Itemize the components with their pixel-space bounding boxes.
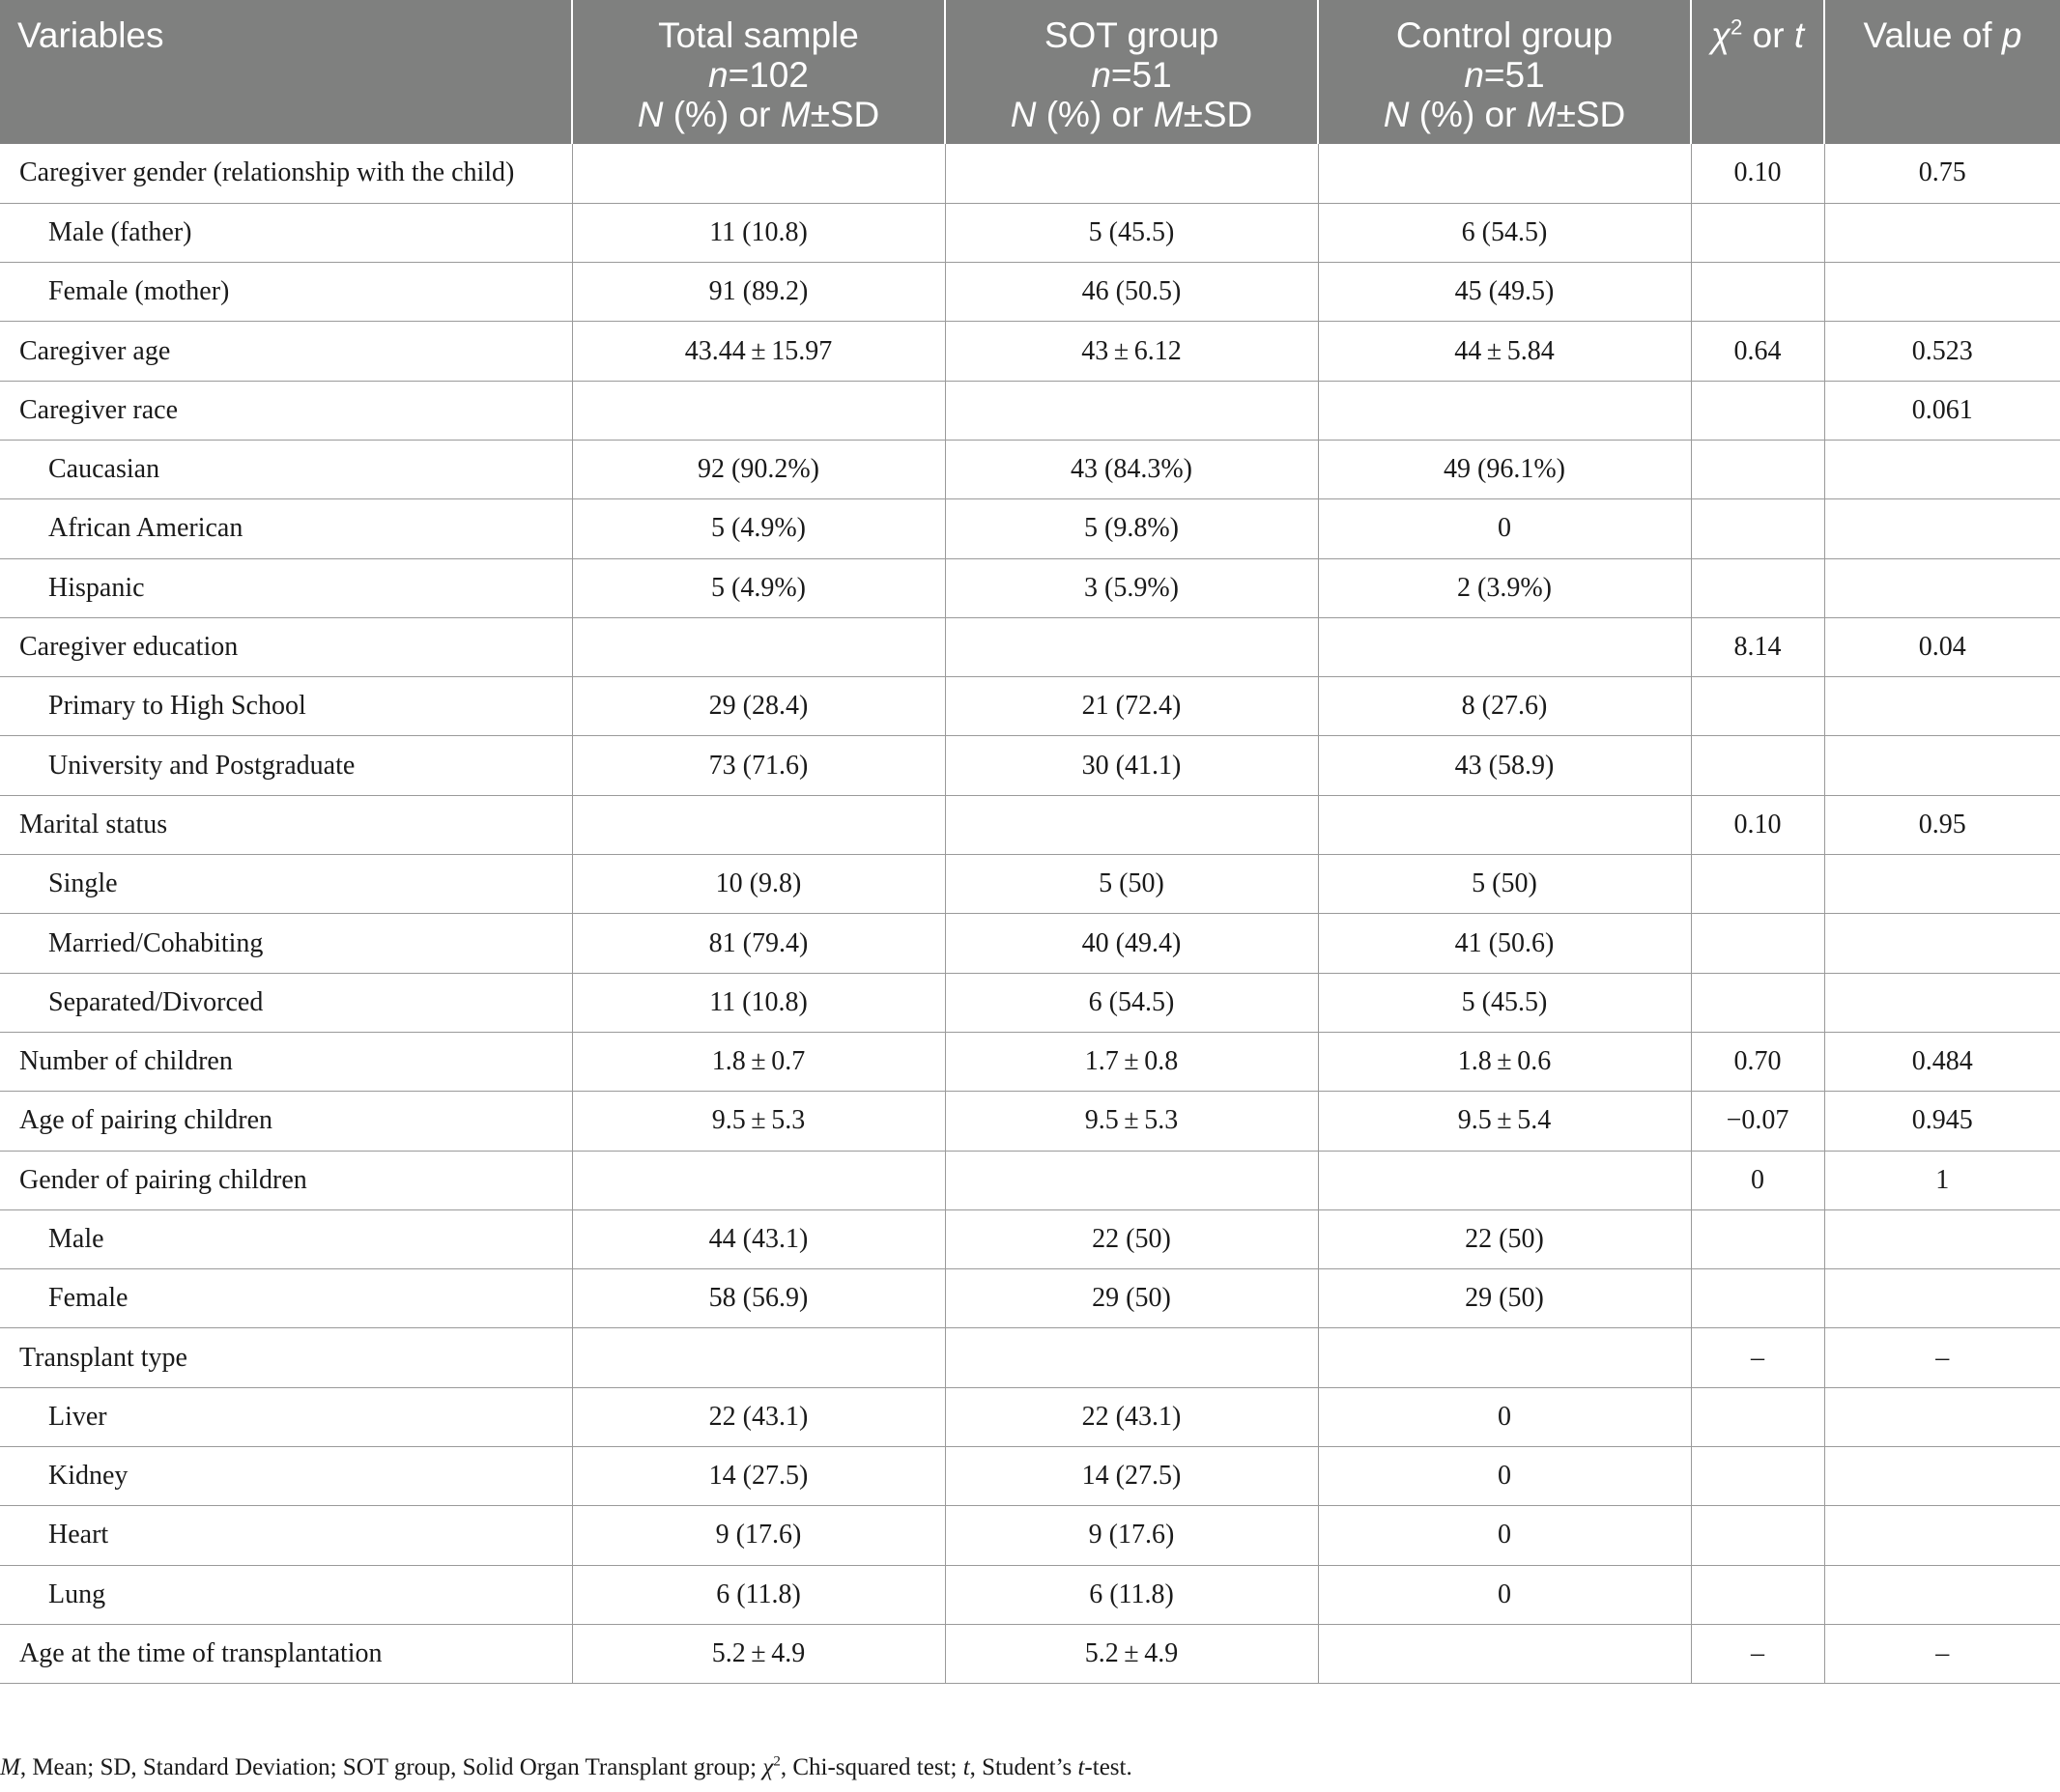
cell-chi-or-t xyxy=(1691,1387,1824,1446)
cell-control-group xyxy=(1318,381,1691,440)
cell-sot-group: 22 (43.1) xyxy=(945,1387,1318,1446)
cell-chi-or-t xyxy=(1691,381,1824,440)
cell-control-group xyxy=(1318,617,1691,676)
header-row xyxy=(0,0,2060,144)
cell-chi-or-t xyxy=(1691,736,1824,795)
cell-sot-group: 21 (72.4) xyxy=(945,677,1318,736)
cell-total-sample: 58 (56.9) xyxy=(572,1269,945,1328)
header-chi-or-t: $\chi^2$ or t xyxy=(1691,0,1824,144)
table-row xyxy=(0,322,2060,381)
table-row xyxy=(0,381,2060,440)
cell-chi-or-t xyxy=(1691,914,1824,973)
cell-chi-or-t xyxy=(1691,499,1824,558)
cell-total-sample xyxy=(572,381,945,440)
cell-chi-or-t xyxy=(1691,440,1824,498)
cell-control-group: 5 (45.5) xyxy=(1318,973,1691,1032)
table-row xyxy=(0,263,2060,322)
cell-sot-group xyxy=(945,617,1318,676)
table-row xyxy=(0,440,2060,498)
table-row xyxy=(0,914,2060,973)
table-row xyxy=(0,855,2060,914)
cell-sot-group xyxy=(945,1151,1318,1209)
cell-sot-group: 3 (5.9%) xyxy=(945,558,1318,617)
cell-sot-group: 43 ± 6.12 xyxy=(945,322,1318,381)
cell-sot-group: 22 (50) xyxy=(945,1209,1318,1268)
cell-sot-group: 6 (54.5) xyxy=(945,973,1318,1032)
cell-value-of-p: – xyxy=(1824,1328,2060,1387)
cell-chi-or-t xyxy=(1691,855,1824,914)
cell-sot-group xyxy=(945,144,1318,203)
cell-variable: Marital status xyxy=(0,795,572,854)
cell-variable: Caucasian xyxy=(0,440,572,498)
cell-variable: Heart xyxy=(0,1506,572,1565)
cell-control-group: 22 (50) xyxy=(1318,1209,1691,1268)
table-header xyxy=(0,0,2060,144)
cell-sot-group: 9.5 ± 5.3 xyxy=(945,1092,1318,1151)
cell-variable: Transplant type xyxy=(0,1328,572,1387)
cell-value-of-p: 0.95 xyxy=(1824,795,2060,854)
cell-total-sample: 43.44 ± 15.97 xyxy=(572,322,945,381)
cell-sot-group: 5 (9.8%) xyxy=(945,499,1318,558)
cell-total-sample xyxy=(572,795,945,854)
cell-control-group: 0 xyxy=(1318,1447,1691,1506)
cell-variable: Kidney xyxy=(0,1447,572,1506)
cell-control-group: 44 ± 5.84 xyxy=(1318,322,1691,381)
cell-value-of-p: 0.523 xyxy=(1824,322,2060,381)
cell-variable: Male xyxy=(0,1209,572,1268)
cell-value-of-p: 0.04 xyxy=(1824,617,2060,676)
cell-control-group: 0 xyxy=(1318,1387,1691,1446)
cell-value-of-p: 1 xyxy=(1824,1151,2060,1209)
cell-value-of-p xyxy=(1824,499,2060,558)
cell-value-of-p xyxy=(1824,1447,2060,1506)
cell-chi-or-t: 0.70 xyxy=(1691,1032,1824,1091)
header-control-group: Control group n=51 N (%) or M±SD xyxy=(1318,0,1691,144)
cell-variable: Female (mother) xyxy=(0,263,572,322)
table-row xyxy=(0,1387,2060,1446)
table-row xyxy=(0,558,2060,617)
cell-variable: Primary to High School xyxy=(0,677,572,736)
header-sot-group: SOT group n=51 N (%) or M±SD xyxy=(945,0,1318,144)
cell-chi-or-t xyxy=(1691,1447,1824,1506)
cell-sot-group: 1.7 ± 0.8 xyxy=(945,1032,1318,1091)
cell-variable: Separated/Divorced xyxy=(0,973,572,1032)
cell-sot-group: 30 (41.1) xyxy=(945,736,1318,795)
cell-chi-or-t: 0.10 xyxy=(1691,144,1824,203)
table-row xyxy=(0,1269,2060,1328)
cell-chi-or-t xyxy=(1691,1209,1824,1268)
cell-sot-group xyxy=(945,381,1318,440)
cell-chi-or-t xyxy=(1691,1269,1824,1328)
cell-value-of-p xyxy=(1824,677,2060,736)
cell-value-of-p xyxy=(1824,203,2060,262)
table-row xyxy=(0,677,2060,736)
cell-sot-group: 40 (49.4) xyxy=(945,914,1318,973)
cell-total-sample: 5 (4.9%) xyxy=(572,499,945,558)
cell-value-of-p xyxy=(1824,440,2060,498)
table-row xyxy=(0,203,2060,262)
cell-variable: Gender of pairing children xyxy=(0,1151,572,1209)
cell-total-sample: 73 (71.6) xyxy=(572,736,945,795)
cell-value-of-p xyxy=(1824,855,2060,914)
cell-sot-group: 9 (17.6) xyxy=(945,1506,1318,1565)
cell-chi-or-t xyxy=(1691,263,1824,322)
cell-chi-or-t: 8.14 xyxy=(1691,617,1824,676)
cell-value-of-p xyxy=(1824,1269,2060,1328)
cell-total-sample: 44 (43.1) xyxy=(572,1209,945,1268)
cell-sot-group: 46 (50.5) xyxy=(945,263,1318,322)
cell-variable: Age at the time of transplantation xyxy=(0,1624,572,1683)
table-row xyxy=(0,1032,2060,1091)
cell-control-group: 29 (50) xyxy=(1318,1269,1691,1328)
cell-sot-group: 6 (11.8) xyxy=(945,1565,1318,1624)
cell-sot-group: 5 (45.5) xyxy=(945,203,1318,262)
cell-value-of-p: 0.945 xyxy=(1824,1092,2060,1151)
cell-chi-or-t xyxy=(1691,558,1824,617)
cell-control-group: 9.5 ± 5.4 xyxy=(1318,1092,1691,1151)
cell-value-of-p xyxy=(1824,914,2060,973)
table-row xyxy=(0,144,2060,203)
cell-total-sample: 5 (4.9%) xyxy=(572,558,945,617)
cell-chi-or-t xyxy=(1691,1565,1824,1624)
cell-control-group: 8 (27.6) xyxy=(1318,677,1691,736)
table-row xyxy=(0,1447,2060,1506)
cell-total-sample: 5.2 ± 4.9 xyxy=(572,1624,945,1683)
table-row xyxy=(0,1151,2060,1209)
table-row xyxy=(0,1092,2060,1151)
cell-total-sample: 9.5 ± 5.3 xyxy=(572,1092,945,1151)
cell-total-sample: 10 (9.8) xyxy=(572,855,945,914)
cell-chi-or-t xyxy=(1691,973,1824,1032)
cell-variable: Female xyxy=(0,1269,572,1328)
cell-sot-group: 29 (50) xyxy=(945,1269,1318,1328)
table-row xyxy=(0,1565,2060,1624)
cell-sot-group xyxy=(945,1328,1318,1387)
cell-total-sample: 11 (10.8) xyxy=(572,203,945,262)
cell-chi-or-t: 0.10 xyxy=(1691,795,1824,854)
cell-variable: Male (father) xyxy=(0,203,572,262)
cell-sot-group xyxy=(945,795,1318,854)
cell-control-group: 1.8 ± 0.6 xyxy=(1318,1032,1691,1091)
cell-variable: Caregiver education xyxy=(0,617,572,676)
cell-variable: Liver xyxy=(0,1387,572,1446)
cell-sot-group: 43 (84.3%) xyxy=(945,440,1318,498)
header-variables: Variables xyxy=(0,0,572,144)
table-row xyxy=(0,617,2060,676)
cell-total-sample: 81 (79.4) xyxy=(572,914,945,973)
cell-control-group: 0 xyxy=(1318,1565,1691,1624)
table-row xyxy=(0,1209,2060,1268)
cell-control-group: 49 (96.1%) xyxy=(1318,440,1691,498)
cell-value-of-p xyxy=(1824,1387,2060,1446)
table-row xyxy=(0,499,2060,558)
cell-variable: Number of children xyxy=(0,1032,572,1091)
cell-control-group xyxy=(1318,795,1691,854)
cell-value-of-p: 0.061 xyxy=(1824,381,2060,440)
cell-control-group xyxy=(1318,144,1691,203)
table-footnote: M, Mean; SD, Standard Deviation; SOT group, Solid Organ Transplant group; $\chi^2$, Chi-squared test; t, Student’s t-test. xyxy=(0,1753,1132,1780)
cell-total-sample: 29 (28.4) xyxy=(572,677,945,736)
cell-value-of-p xyxy=(1824,1565,2060,1624)
cell-variable: Single xyxy=(0,855,572,914)
header-total-sample: Total sample n=102 N (%) or M±SD xyxy=(572,0,945,144)
cell-value-of-p xyxy=(1824,973,2060,1032)
table-row xyxy=(0,1506,2060,1565)
table-body xyxy=(0,144,2060,1684)
table-row xyxy=(0,736,2060,795)
cell-sot-group: 5.2 ± 4.9 xyxy=(945,1624,1318,1683)
cell-total-sample: 1.8 ± 0.7 xyxy=(572,1032,945,1091)
cell-variable: African American xyxy=(0,499,572,558)
cell-chi-or-t: −0.07 xyxy=(1691,1092,1824,1151)
cell-chi-or-t xyxy=(1691,203,1824,262)
cell-total-sample: 91 (89.2) xyxy=(572,263,945,322)
cell-variable: Caregiver gender (relationship with the child) xyxy=(0,144,572,203)
cell-control-group: 41 (50.6) xyxy=(1318,914,1691,973)
cell-total-sample: 6 (11.8) xyxy=(572,1565,945,1624)
cell-chi-or-t: 0.64 xyxy=(1691,322,1824,381)
cell-control-group: 0 xyxy=(1318,1506,1691,1565)
cell-total-sample xyxy=(572,617,945,676)
table-row xyxy=(0,1624,2060,1683)
cell-control-group: 45 (49.5) xyxy=(1318,263,1691,322)
cell-control-group: 2 (3.9%) xyxy=(1318,558,1691,617)
cell-chi-or-t: 0 xyxy=(1691,1151,1824,1209)
cell-control-group: 43 (58.9) xyxy=(1318,736,1691,795)
cell-value-of-p: 0.484 xyxy=(1824,1032,2060,1091)
cell-sot-group: 5 (50) xyxy=(945,855,1318,914)
table-row xyxy=(0,795,2060,854)
cell-total-sample: 92 (90.2%) xyxy=(572,440,945,498)
cell-variable: University and Postgraduate xyxy=(0,736,572,795)
cell-total-sample xyxy=(572,144,945,203)
cell-total-sample: 11 (10.8) xyxy=(572,973,945,1032)
cell-value-of-p xyxy=(1824,1209,2060,1268)
cell-value-of-p: 0.75 xyxy=(1824,144,2060,203)
cell-value-of-p xyxy=(1824,263,2060,322)
cell-control-group: 5 (50) xyxy=(1318,855,1691,914)
cell-value-of-p xyxy=(1824,558,2060,617)
cell-chi-or-t: – xyxy=(1691,1624,1824,1683)
cell-total-sample: 22 (43.1) xyxy=(572,1387,945,1446)
header-value-of-p: Value of p xyxy=(1824,0,2060,144)
cell-control-group: 6 (54.5) xyxy=(1318,203,1691,262)
cell-total-sample xyxy=(572,1151,945,1209)
cell-variable: Lung xyxy=(0,1565,572,1624)
cell-total-sample xyxy=(572,1328,945,1387)
cell-control-group xyxy=(1318,1328,1691,1387)
cell-value-of-p: – xyxy=(1824,1624,2060,1683)
cell-control-group xyxy=(1318,1151,1691,1209)
cell-value-of-p xyxy=(1824,1506,2060,1565)
cell-variable: Caregiver age xyxy=(0,322,572,381)
cell-chi-or-t: – xyxy=(1691,1328,1824,1387)
cell-total-sample: 14 (27.5) xyxy=(572,1447,945,1506)
cell-chi-or-t xyxy=(1691,677,1824,736)
cell-variable: Caregiver race xyxy=(0,381,572,440)
cell-control-group xyxy=(1318,1624,1691,1683)
cell-variable: Hispanic xyxy=(0,558,572,617)
cell-control-group: 0 xyxy=(1318,499,1691,558)
table-row xyxy=(0,973,2060,1032)
cell-sot-group: 14 (27.5) xyxy=(945,1447,1318,1506)
cell-total-sample: 9 (17.6) xyxy=(572,1506,945,1565)
cell-variable: Married/Cohabiting xyxy=(0,914,572,973)
cell-value-of-p xyxy=(1824,736,2060,795)
cell-variable: Age of pairing children xyxy=(0,1092,572,1151)
cell-chi-or-t xyxy=(1691,1506,1824,1565)
table-row xyxy=(0,1328,2060,1387)
